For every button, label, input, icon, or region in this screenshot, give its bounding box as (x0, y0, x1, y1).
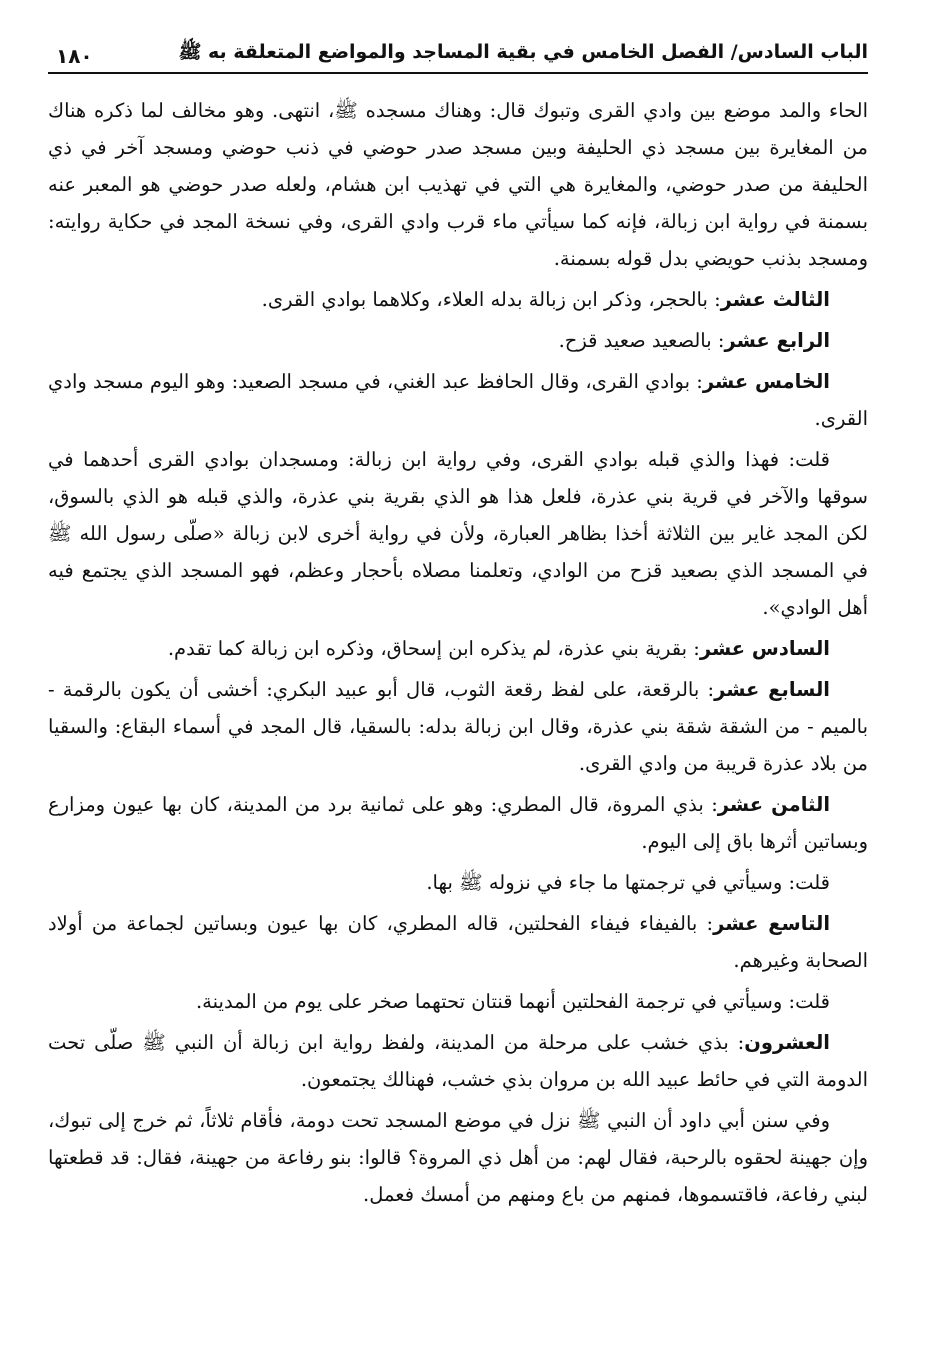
paragraph-fourteenth (48, 322, 868, 359)
section-term: العشرون (744, 1031, 830, 1054)
section-term: السادس عشر (699, 637, 830, 660)
paragraph-text: : بالحجر، وذكر ابن زبالة بدله العلاء، وكلاهما بوادي القرى. (261, 288, 721, 311)
paragraph-text: قلت: فهذا والذي قبله بوادي القرى، وفي رواية ابن زبالة: ومسجدان بوادي القرى أحدهما في سوقها والآخر في قرية بني عذرة، فلعل هذا هو الذي بقرية بني عذرة، والذي قبله هو الذي بالسوق، لكن المجد غاير بين الثلاثة أخذا بظاهر العبارة، ولأن في رواية أخرى لابن زبالة «صلّى رسول الله ﷺ في المسجد الذي بصعيد قزح من الوادي، وتعلمنا مصلاه بأحجار وعظم، فهو المسجد الذي يجتمع فيه أهل الوادي». (48, 448, 868, 619)
paragraph-text: : بوادي القرى، وقال الحافظ عبد الغني، في مسجد الصعيد: وهو اليوم مسجد وادي القرى. (48, 370, 868, 430)
paragraph-note (48, 441, 868, 626)
paragraph-text: الحاء والمد موضع بين وادي القرى وتبوك قال: وهناك مسجده ﷺ، انتهى. وهو مخالف لما ذكره هناك من المغايرة بين مسجد ذي الحليفة وبين مسجد صدر حوضي في ذنب حوضي ومسجد آخر في ذي الحليفة من صدر حوضي، والمغايرة هي التي في تهذيب ابن هشام، ولعله صدر حوضي هو المعبر عنه بسمنة في رواية ابن زبالة، فإنه كما سيأتي ماء قرب وادي القرى، وفي نسخة المجد في حكاية روايته: ومسجد بذنب حويضي بدل قوله بسمنة. (48, 99, 868, 270)
paragraph-eighteenth (48, 786, 868, 860)
paragraph-note (48, 864, 868, 901)
section-term: الرابع عشر (724, 329, 830, 352)
paragraph-text: : بالفيفاء فيفاء الفحلتين، قاله المطري، كان بها عيون وبساتين لجماعة من أولاد الصحابة وغيرهم. (48, 912, 868, 972)
section-term: الخامس عشر (702, 370, 830, 393)
paragraph-seventeenth (48, 671, 868, 782)
paragraph-text: : بالصعيد صعيد قزح. (558, 329, 725, 352)
paragraph-text: : بذي المروة، قال المطري: وهو على ثمانية برد من المدينة، كان بها عيون ومزارع وبساتين أثرها باق إلى اليوم. (48, 793, 868, 853)
paragraph-text: : بالرقعة، على لفظ رقعة الثوب، قال أبو عبيد البكري: أخشى أن يكون بالرقمة - بالميم - من الشقة شقة بني عذرة، وقال ابن زبالة بدله: بالسقيا، قال المجد في أسماء البقاع: والسقيا من بلاد عذرة قريبة من وادي القرى. (48, 678, 868, 775)
paragraph-continuation (48, 92, 868, 277)
page-number: ١٨٠ (56, 44, 93, 68)
paragraph-text: قلت: وسيأتي في ترجمة الفحلتين أنهما قنتان تحتهما صخر على يوم من المدينة. (195, 990, 830, 1013)
page-header (48, 28, 868, 74)
running-title: الباب السادس/ الفصل الخامس في بقية المساجد والمواضع المتعلقة به ﷺ (178, 41, 868, 63)
page-body (48, 92, 868, 1213)
paragraph-nineteenth (48, 905, 868, 979)
paragraph-fifteenth (48, 363, 868, 437)
section-term: الثالث عشر (720, 288, 830, 311)
section-term: الثامن عشر (717, 793, 831, 816)
paragraph-text: وفي سنن أبي داود أن النبي ﷺ نزل في موضع المسجد تحت دومة، فأقام ثلاثاً، ثم خرج إلى تبوك، وإن جهينة لحقوه بالرحبة، فقال لهم: من أهل ذي المروة؟ قالوا: بنو رفاعة من جهينة، فقال: قد قطعتها لبني رفاعة، فاقتسموها، فمنهم من باع ومنهم من أمسك فعمل. (48, 1109, 868, 1206)
paragraph-abu-dawud (48, 1102, 868, 1213)
paragraph-text: : بذي خشب على مرحلة من المدينة، ولفظ رواية ابن زبالة أن النبي ﷺ صلّى تحت الدومة التي في حائط عبيد الله بن مروان بذي خشب، فهنالك يجتمعون. (48, 1031, 868, 1091)
document-page (48, 28, 868, 1328)
paragraph-text: : بقرية بني عذرة، لم يذكره ابن إسحاق، وذكره ابن زبالة كما تقدم. (167, 637, 700, 660)
paragraph-sixteenth (48, 630, 868, 667)
section-term: التاسع عشر (713, 912, 830, 935)
paragraph-text: قلت: وسيأتي في ترجمتها ما جاء في نزوله ﷺ بها. (426, 871, 830, 894)
section-term: السابع عشر (714, 678, 830, 701)
paragraph-note (48, 983, 868, 1020)
paragraph-twentieth (48, 1024, 868, 1098)
paragraph-thirteenth (48, 281, 868, 318)
